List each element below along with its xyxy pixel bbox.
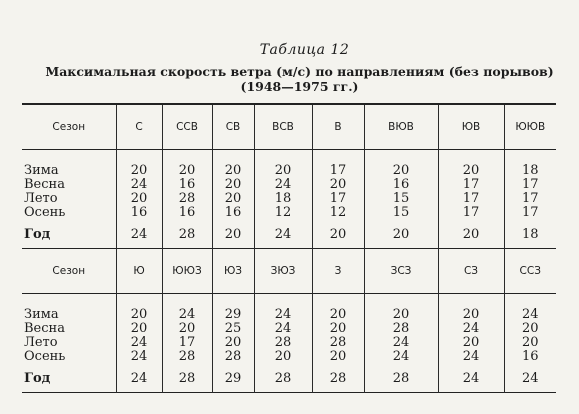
value-cell: 20 [312, 220, 364, 249]
value-cell: 20 [116, 150, 162, 179]
header-cell: ЮВ [438, 104, 504, 150]
value-cell: 20 [364, 150, 438, 179]
value-cell: 24 [364, 350, 438, 364]
header-cell: ЗСЗ [364, 249, 438, 294]
value-cell: 15 [364, 206, 438, 220]
value-cell: 24 [254, 322, 312, 336]
title-line-1: Максимальная скорость ветра (м/с) по направлениям (без порывов) [45, 64, 554, 79]
value-cell: 17 [312, 150, 364, 179]
season-cell: Осень [24, 349, 66, 364]
value-cell: 16 [162, 178, 212, 192]
value-cell: 17 [504, 192, 556, 206]
value-cell: 17 [504, 178, 556, 192]
value-cell: 20 [504, 322, 556, 336]
table-caption: Таблица 12 [259, 42, 350, 58]
header-row [22, 104, 556, 150]
value-cell: 20 [438, 150, 504, 179]
value-cell: 24 [364, 336, 438, 350]
header-cell: Сезон [52, 121, 86, 133]
season-cell: Зима [24, 163, 59, 178]
value-cell: 20 [212, 150, 254, 179]
value-cell: 29 [212, 364, 254, 393]
value-cell: 12 [312, 206, 364, 220]
value-cell: 18 [504, 220, 556, 249]
header-cell: Ю [116, 249, 162, 294]
value-cell: 24 [162, 294, 212, 323]
value-cell: 12 [254, 206, 312, 220]
value-cell: 20 [254, 150, 312, 179]
value-cell: 16 [364, 178, 438, 192]
header-cell: С [116, 104, 162, 150]
header-cell: ССЗ [504, 249, 556, 294]
value-cell: 24 [116, 364, 162, 393]
header-cell: ЮЮВ [504, 104, 556, 150]
table-row [22, 322, 556, 336]
value-cell: 29 [212, 294, 254, 323]
value-cell: 28 [162, 364, 212, 393]
value-cell: 28 [364, 364, 438, 393]
year-row [22, 364, 556, 393]
season-cell: Осень [24, 205, 66, 220]
value-cell: 28 [162, 220, 212, 249]
value-cell: 20 [116, 294, 162, 323]
value-cell: 20 [364, 294, 438, 323]
table-row [22, 336, 556, 350]
value-cell: 20 [312, 322, 364, 336]
value-cell: 20 [116, 192, 162, 206]
header-cell: ССВ [162, 104, 212, 150]
header-cell: ЗЮЗ [254, 249, 312, 294]
value-cell: 28 [312, 336, 364, 350]
header-cell: ЮЗ [212, 249, 254, 294]
value-cell: 18 [254, 192, 312, 206]
table-row [22, 294, 556, 323]
value-cell: 20 [254, 350, 312, 364]
value-cell: 28 [162, 350, 212, 364]
value-cell: 17 [438, 178, 504, 192]
value-cell: 20 [438, 294, 504, 323]
value-cell: 24 [116, 220, 162, 249]
value-cell: 20 [438, 220, 504, 249]
header-cell: СЗ [438, 249, 504, 294]
value-cell: 15 [364, 192, 438, 206]
value-cell: 25 [212, 322, 254, 336]
header-cell: ЮЮЗ [162, 249, 212, 294]
value-cell: 20 [162, 150, 212, 179]
value-cell: 20 [312, 178, 364, 192]
value-cell: 24 [254, 178, 312, 192]
value-cell: 17 [438, 192, 504, 206]
value-cell: 20 [212, 220, 254, 249]
value-cell: 28 [364, 322, 438, 336]
season-cell: Лето [24, 335, 58, 350]
header-cell: ВСВ [254, 104, 312, 150]
season-cell: Лето [24, 191, 58, 206]
value-cell: 20 [162, 322, 212, 336]
season-cell: Год [24, 227, 51, 242]
table-title [0, 64, 579, 94]
value-cell: 20 [312, 350, 364, 364]
value-cell: 16 [504, 350, 556, 364]
season-cell: Весна [24, 177, 65, 192]
value-cell: 16 [116, 206, 162, 220]
season-cell: Весна [24, 321, 65, 336]
value-cell: 24 [116, 350, 162, 364]
value-cell: 16 [212, 206, 254, 220]
value-cell: 20 [212, 192, 254, 206]
value-cell: 24 [116, 336, 162, 350]
value-cell: 24 [438, 322, 504, 336]
value-cell: 20 [212, 178, 254, 192]
value-cell: 17 [504, 206, 556, 220]
value-cell: 28 [254, 336, 312, 350]
value-cell: 28 [212, 350, 254, 364]
value-cell: 24 [504, 364, 556, 393]
block2 [22, 249, 556, 393]
value-cell: 24 [504, 294, 556, 323]
table-row [22, 206, 556, 220]
year-row [22, 220, 556, 249]
block1 [22, 104, 556, 249]
season-cell: Зима [24, 307, 59, 322]
season-cell: Год [24, 371, 51, 386]
value-cell: 17 [312, 192, 364, 206]
header-cell: Сезон [52, 265, 86, 277]
value-cell: 28 [312, 364, 364, 393]
header-cell: ВЮВ [364, 104, 438, 150]
value-cell: 17 [162, 336, 212, 350]
value-cell: 20 [504, 336, 556, 350]
value-cell: 20 [116, 322, 162, 336]
table-row [22, 178, 556, 192]
value-cell: 24 [438, 350, 504, 364]
value-cell: 17 [438, 206, 504, 220]
value-cell: 28 [162, 192, 212, 206]
wind-speed-table [22, 103, 556, 393]
title-line-2: (1948—1975 гг.) [240, 79, 359, 94]
table-row [22, 192, 556, 206]
value-cell: 20 [312, 294, 364, 323]
table-row [22, 350, 556, 364]
value-cell: 24 [254, 220, 312, 249]
value-cell: 16 [162, 206, 212, 220]
value-cell: 20 [438, 336, 504, 350]
table-row [22, 150, 556, 179]
value-cell: 28 [254, 364, 312, 393]
value-cell: 20 [212, 336, 254, 350]
value-cell: 24 [254, 294, 312, 323]
value-cell: 18 [504, 150, 556, 179]
value-cell: 20 [364, 220, 438, 249]
header-cell: СВ [212, 104, 254, 150]
header-row [22, 249, 556, 294]
value-cell: 24 [438, 364, 504, 393]
header-cell: В [312, 104, 364, 150]
value-cell: 24 [116, 178, 162, 192]
header-cell: З [312, 249, 364, 294]
